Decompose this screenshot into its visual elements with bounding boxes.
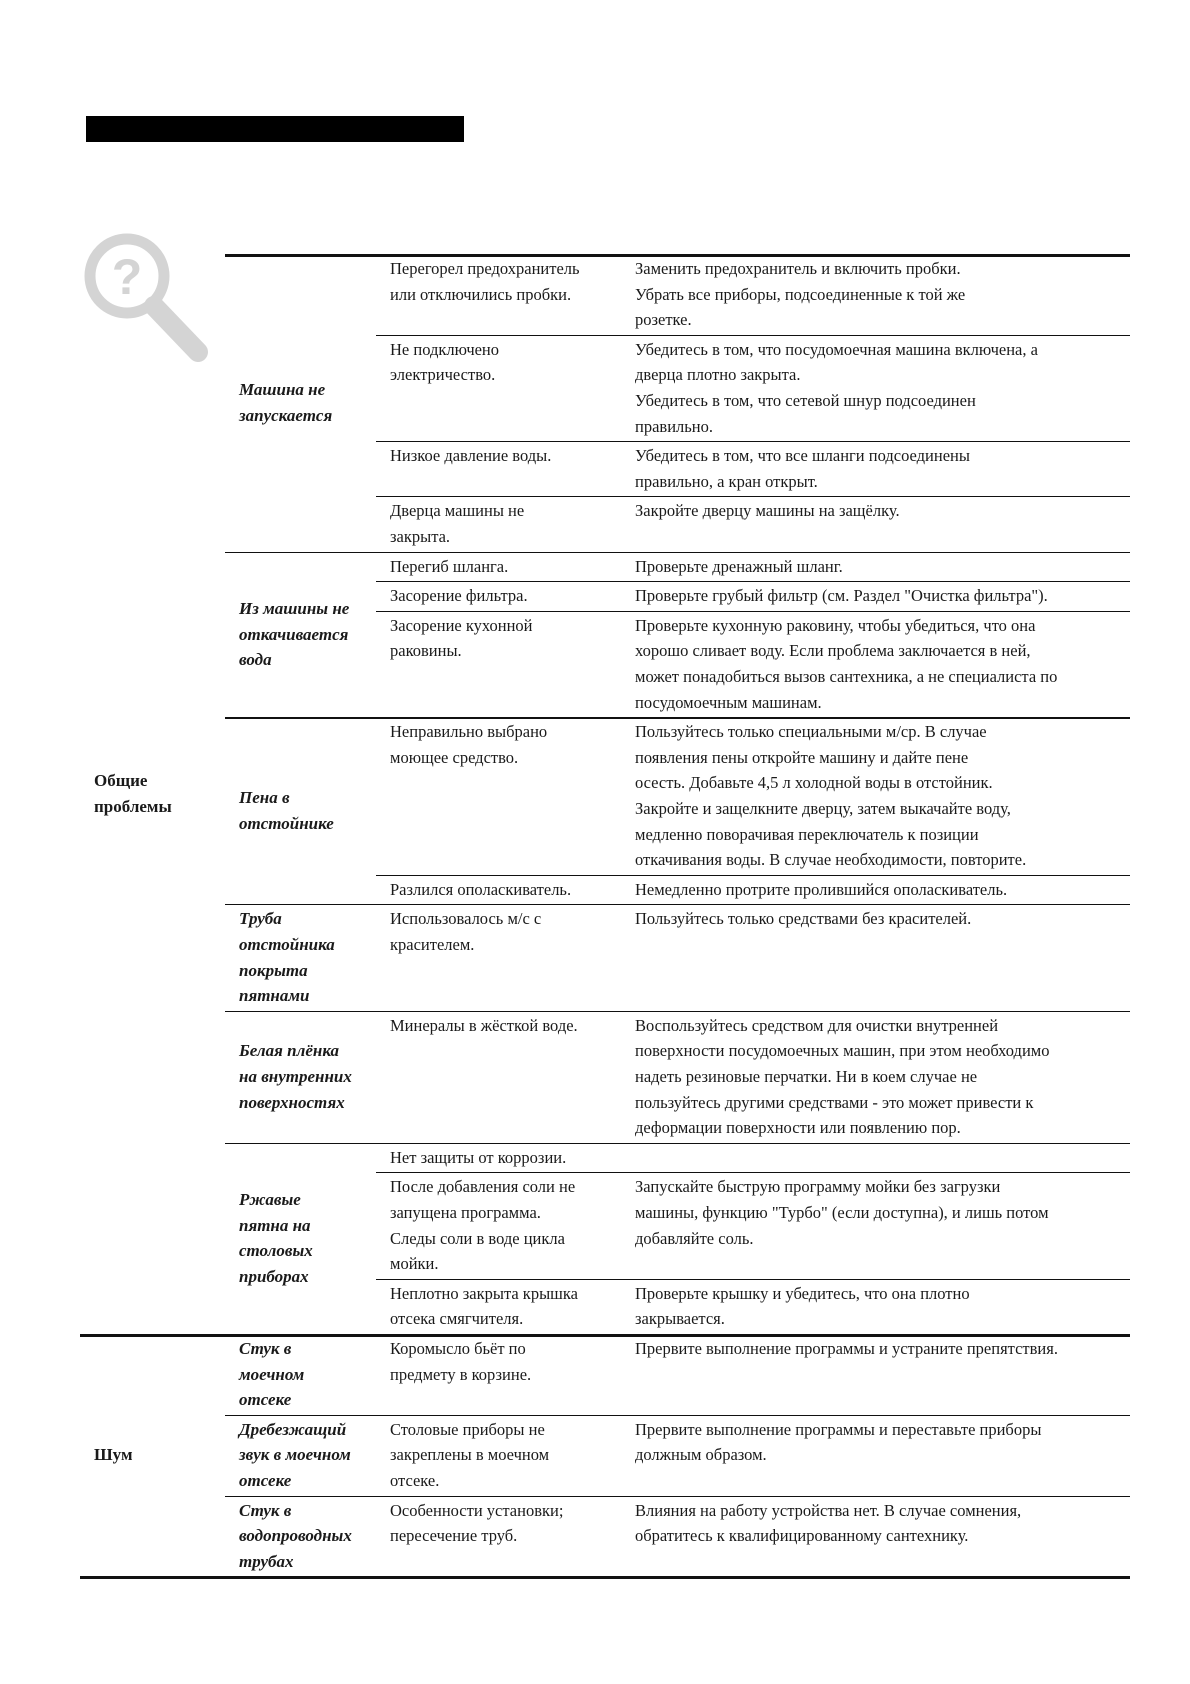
solution-text-line: Влияния на работу устройства нет. В случае сомнения, [635,1500,1022,1520]
row-divider [225,1496,1130,1497]
cause-divider [376,496,1130,497]
cause-text-line: красителем. [390,934,475,954]
solution-text [635,583,1048,609]
solution-text-line: Немедленно протрите пролившийся ополаскиватель. [635,879,1008,899]
solution-text-line: Проверьте дренажный шланг. [635,556,843,576]
troubleshooting-table [80,254,1130,1571]
solution-text-line: Убедитесь в том, что сетевой шнур подсоединен [635,390,976,410]
problem-label-line: Пена в [239,788,290,808]
category-label-line: проблемы [94,796,172,816]
category-label-line: Шум [94,1445,133,1465]
row-divider [225,1011,1130,1012]
cause-text [390,1145,566,1171]
solution-text-line: Закройте и защелкните дверцу, затем выкачайте воду, [635,798,1011,818]
table-bottom-border [80,1576,1130,1579]
solution-text-line: обратитесь к квалифицированному сантехнику. [635,1526,969,1546]
solution-text [635,443,970,494]
cause-text [390,554,508,580]
category-label [94,1442,133,1468]
cause-text [390,1281,578,1332]
cause-text-line: предмету в корзине. [390,1364,532,1384]
cause-text-line: пересечение труб. [390,1526,518,1546]
cause-text-line: Столовые приборы не [390,1419,545,1439]
cause-divider [376,335,1130,336]
solution-text [635,906,971,932]
solution-text [635,1174,1049,1251]
problem-label [239,1417,351,1494]
cause-text-line: Следы соли в воде цикла [390,1228,565,1248]
problem-label-line: Из машины не [239,599,350,618]
solution-text-line: должным образом. [635,1445,767,1465]
solution-text-line: Воспользуйтесь средством для очистки внутренней [635,1015,999,1035]
cause-text [390,1174,575,1276]
problem-label-line: отстойника [239,934,335,954]
cause-text-line: Нет защиты от коррозии. [390,1147,567,1167]
problem-label-line: отсеке [239,1390,292,1410]
cause-text [390,498,524,549]
cause-text-line: отсеке. [390,1470,440,1490]
cause-text [390,583,528,609]
problem-label-line: на внутренних [239,1066,352,1086]
solution-text [635,1336,1058,1362]
problem-label [239,377,332,428]
cause-divider [376,441,1130,442]
cause-text-line: Минералы в жёсткой воде. [390,1015,578,1035]
cause-text-line: Использовалось м/с с [390,909,542,929]
solution-text-line: осесть. Добавьте 4,5 л холодной воды в отстойник. [635,773,993,793]
svg-text:?: ? [111,249,143,305]
problem-label-line: столовых [239,1241,313,1261]
solution-text-line: пользуйтесь другими средствами - это может привести к [635,1092,1034,1112]
cause-text-line: запущена программа. [390,1202,541,1222]
cause-text-line: электричество. [390,365,496,385]
cause-divider [376,875,1130,876]
cause-text-line: мойки. [390,1254,439,1274]
solution-text-line: поверхности посудомоечных машин, при этом необходимо [635,1041,1050,1061]
problem-label-line: Труба [239,909,282,929]
solution-text-line: правильно, а кран открыт. [635,471,818,491]
problem-label-line: покрыта [239,960,308,980]
solution-text-line: появления пены откройте машину и дайте пене [635,747,969,767]
solution-text-line: Убедитесь в том, что все шланги подсоединены [635,446,970,466]
row-divider [225,1143,1130,1144]
row-divider [225,1415,1130,1416]
solution-text-line: добавляйте соль. [635,1228,754,1248]
row-divider [225,552,1130,553]
category-divider [80,1334,1130,1337]
solution-text-line: дверца плотно закрыта. [635,365,801,385]
category-label-line: Общие [94,771,148,791]
cause-text-line: Разлился ополаскиватель. [390,879,572,899]
solution-text [635,1281,970,1332]
cause-text [390,1417,549,1494]
solution-text [635,1417,1041,1468]
solution-text [635,1013,1049,1141]
problem-label [239,906,335,1008]
solution-text-line: хорошо сливает воду. Если проблема заключается в ней, [635,641,1031,661]
solution-text [635,256,965,333]
problem-label-line: Ржавые [239,1190,301,1210]
solution-text-line: Пользуйтесь только специальными м/ср. В случае [635,722,987,742]
cause-text-line: отсека смягчителя. [390,1309,524,1329]
cause-text-line: Засорение фильтра. [390,586,528,606]
cause-text [390,1498,563,1549]
problem-label-line: Машина не [239,380,326,400]
cause-text [390,719,547,770]
problem-label [239,785,334,836]
cause-divider [376,1279,1130,1280]
solution-text-line: Проверьте грубый фильтр (см. Раздел "Очистка фильтра"). [635,586,1048,606]
solution-text-line: правильно. [635,416,713,436]
cause-text-line: После добавления соли не [390,1177,576,1197]
solution-text-line: закрывается. [635,1309,725,1329]
solution-text-line: Прервите выполнение программы и переставьте приборы [635,1419,1042,1439]
row-divider [225,904,1130,905]
problem-label-line: Стук в [239,1339,292,1358]
problem-label-line: поверхностях [239,1092,345,1112]
problem-label-line: трубах [239,1551,294,1571]
problem-label-line: Стук в [239,1500,292,1520]
solution-text-line: Заменить предохранитель и включить пробки. [635,259,961,278]
solution-text-line: розетке. [635,310,692,330]
cause-divider [376,1172,1130,1173]
problem-label-line: звук в моечном [239,1445,351,1465]
cause-text-line: Перегиб шланга. [390,556,509,576]
problem-label-line: откачивается [239,624,349,644]
cause-text-line: раковины. [390,641,462,661]
problem-label [239,1038,352,1115]
solution-text-line: откачивания воды. В случае необходимости, повторите. [635,850,1027,870]
solution-text-line: Проверьте кухонную раковину, чтобы убедиться, что она [635,615,1036,635]
problem-label-line: отсеке [239,1470,292,1490]
solution-text-line: машины, функцию "Турбо" (если доступна), и лишь потом [635,1202,1049,1222]
solution-text-line: Проверьте крышку и убедитесь, что она плотно [635,1283,970,1303]
problem-label-line: Дребезжащий [239,1419,347,1439]
cause-text-line: закреплены в моечном [390,1445,550,1465]
solution-text [635,498,900,524]
solution-text-line: Прервите выполнение программы и устраните препятствия. [635,1339,1058,1358]
cause-text-line: или отключились пробки. [390,284,572,304]
row-divider [225,717,1130,719]
problem-label-line: вода [239,650,272,670]
cause-text-line: Особенности установки; [390,1500,564,1520]
cause-text [390,877,571,903]
solution-text [635,877,1007,903]
solution-text [635,554,843,580]
solution-text [635,613,1057,715]
cause-text [390,443,551,469]
cause-text-line: Не подключено [390,339,500,359]
problem-label-line: Белая плёнка [239,1041,340,1061]
solution-text-line: медленно поворачивая переключатель к позиции [635,824,979,844]
cause-text-line: Низкое давление воды. [390,446,552,466]
cause-text-line: закрыта. [390,526,451,546]
solution-text [635,337,1038,439]
cause-text [390,1013,578,1039]
solution-text-line: посудомоечным машинам. [635,692,822,712]
problem-label [239,1336,304,1413]
solution-text-line: Убрать все приборы, подсоединенные к той же [635,284,966,304]
cause-text-line: Неплотно закрыта крышка [390,1283,578,1303]
solution-text-line: Запускайте быструю программу мойки без загрузки [635,1177,1001,1197]
solution-text [635,719,1026,873]
cause-text-line: Коромысло бьёт по [390,1339,526,1358]
header-bar [86,116,464,142]
problem-label-line: пятнами [239,986,310,1006]
cause-text [390,906,541,957]
solution-text-line: деформации поверхности или появлению пор. [635,1118,961,1138]
problem-label-line: запускается [239,405,333,425]
cause-text-line: Засорение кухонной [390,615,533,635]
cause-text [390,1336,531,1387]
problem-label-line: приборах [239,1266,309,1286]
problem-label-line: пятна на [239,1215,311,1235]
cause-divider [376,611,1130,612]
solution-text-line: может понадобиться вызов сантехника, а не специалиста по [635,666,1058,686]
cause-text-line: Неправильно выбрано [390,722,548,742]
category-label [94,768,172,819]
problem-label-line: моечном [239,1364,305,1384]
problem-label [239,1187,313,1289]
solution-text [635,1498,1021,1549]
cause-text-line: моющее средство. [390,747,519,767]
cause-text [390,613,533,664]
solution-text-line: надеть резиновые перчатки. Ни в коем случае не [635,1066,978,1086]
problem-label-line: водопроводных [239,1526,352,1546]
cause-text [390,337,499,388]
cause-divider [376,581,1130,582]
solution-text-line: Пользуйтесь только средствами без красителей. [635,909,972,929]
cause-text-line: Перегорел предохранитель [390,259,580,278]
problem-label [239,1498,352,1575]
table-top-border [225,254,1130,257]
cause-text [390,256,580,307]
cause-text-line: Дверца машины не [390,501,525,521]
solution-text-line: Закройте дверцу машины на защёлку. [635,501,900,521]
solution-text-line: Убедитесь в том, что посудомоечная машина включена, а [635,339,1038,359]
problem-label [239,596,349,673]
problem-label-line: отстойнике [239,813,334,833]
